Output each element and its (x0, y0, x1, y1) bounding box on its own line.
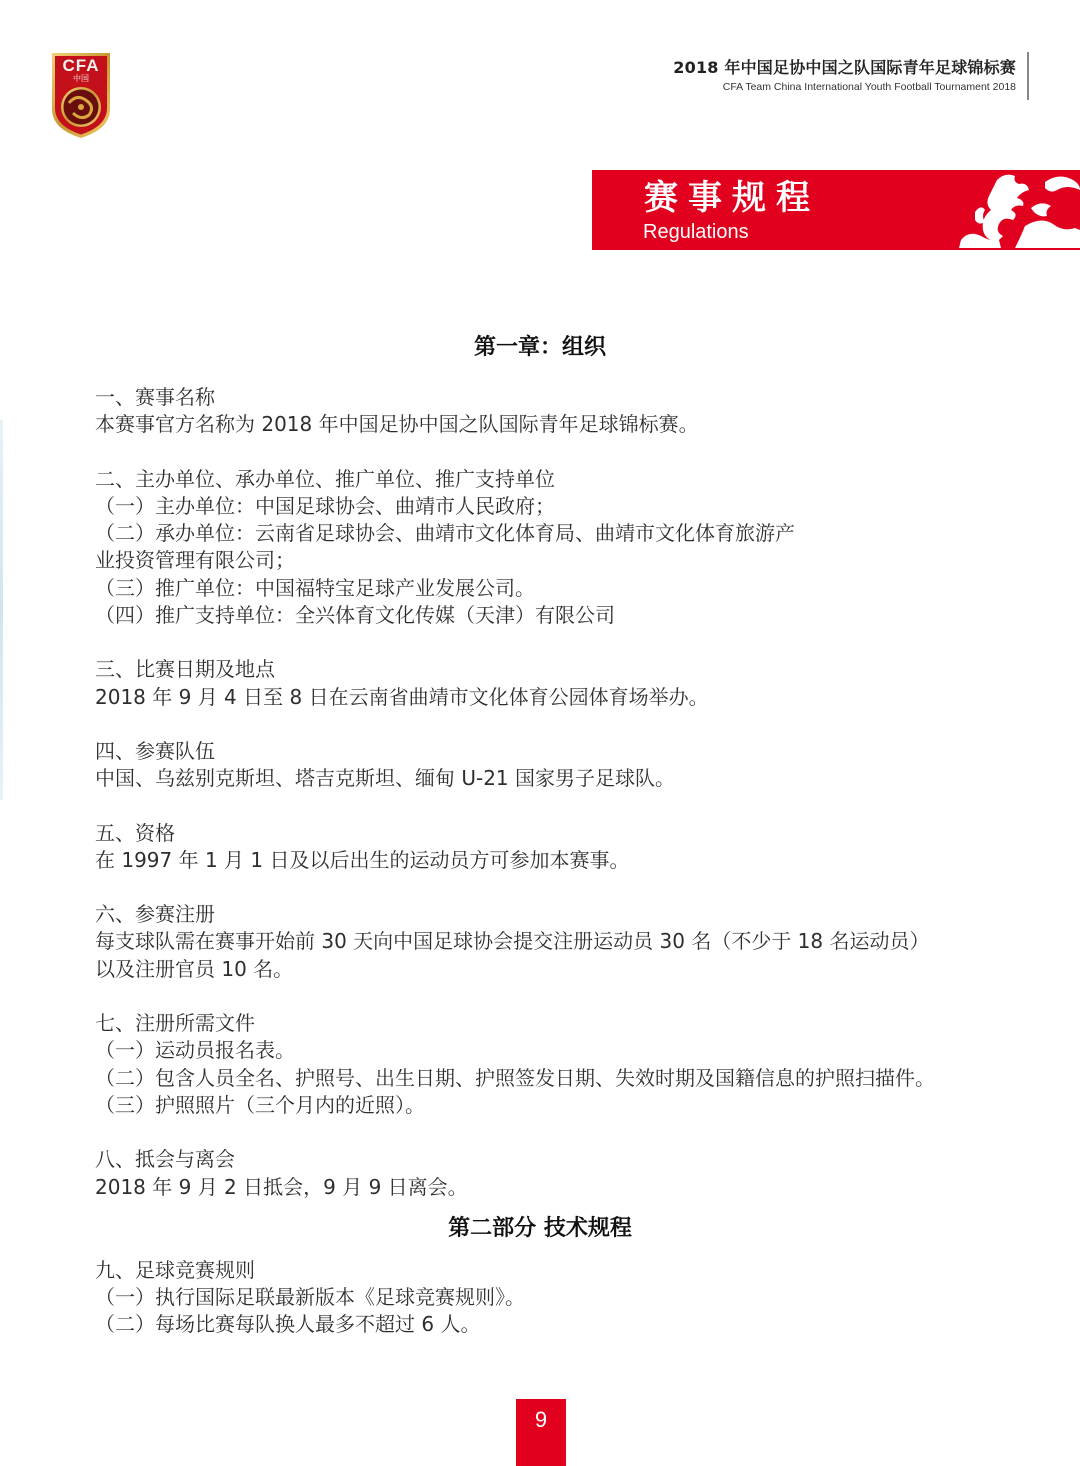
cfa-logo (51, 51, 111, 139)
section-heading: 五、资格 (95, 820, 175, 845)
section-line: （一）主办单位：中国足球协会、曲靖市人民政府； (95, 493, 555, 518)
page-number: 9 (516, 1399, 566, 1466)
logo-text: CFA (62, 56, 100, 75)
page-edge (0, 420, 3, 800)
section-8 (95, 1146, 995, 1201)
section-line: 每支球队需在赛事开始前 30 天向中国足球协会提交注册运动员 30 名（不少于 18 名运动员） (95, 929, 930, 954)
section-4 (95, 738, 995, 793)
section-9 (95, 1257, 995, 1339)
section-heading: 七、注册所需文件 (95, 1011, 255, 1036)
header-title: 2018 年中国足协中国之队国际青年足球锦标赛 (673, 58, 1016, 77)
section-7 (95, 1010, 995, 1119)
section-heading: 九、足球竞赛规则 (95, 1257, 255, 1282)
section-heading: 六、参赛注册 (95, 902, 215, 927)
section-heading: 三、比赛日期及地点 (95, 657, 275, 682)
part-2-title: 第二部分 技术规程 (448, 1215, 632, 1241)
section-line: （四）推广支持单位：全兴体育文化传媒（天津）有限公司 (95, 603, 615, 628)
document-body (95, 330, 995, 1339)
section-line: （二）每场比赛每队换人最多不超过 6 人。 (95, 1312, 481, 1337)
section-line: 2018 年 9 月 4 日至 8 日在云南省曲靖市文化体育公园体育场举办。 (95, 684, 709, 709)
section-line: 2018 年 9 月 2 日抵会，9 月 9 日离会。 (95, 1174, 468, 1199)
chapter-1-title: 第一章：组织 (473, 335, 606, 360)
section-heading: 四、参赛队伍 (95, 738, 215, 763)
section-line: 本赛事官方名称为 2018 年中国足协中国之队国际青年足球锦标赛。 (95, 412, 699, 437)
section-line: 在 1997 年 1 月 1 日及以后出生的运动员方可参加本赛事。 (95, 847, 630, 872)
section-1 (95, 384, 995, 439)
section-heading: 八、抵会与离会 (95, 1147, 235, 1172)
section-6 (95, 901, 995, 983)
section-line: （二）包含人员全名、护照号、出生日期、护照签发日期、失效时期及国籍信息的护照扫描件。 (95, 1065, 935, 1090)
section-line: （三）推广单位：中国福特宝足球产业发展公司。 (95, 575, 535, 600)
section-banner (592, 170, 1080, 250)
header-subtitle: CFA Team China International Youth Football Tournament 2018 (722, 81, 1016, 93)
section-2 (95, 466, 995, 630)
banner-subtitle: Regulations (643, 221, 749, 243)
section-heading: 二、主办单位、承办单位、推广单位、推广支持单位 (95, 466, 555, 491)
section-heading: 一、赛事名称 (95, 385, 215, 409)
section-line: 中国、乌兹别克斯坦、塔吉克斯坦、缅甸 U-21 国家男子足球队。 (95, 766, 676, 791)
logo-subtext: 中国 (73, 74, 89, 83)
section-5 (95, 820, 995, 875)
section-line: （一）运动员报名表。 (95, 1038, 295, 1063)
header-divider (1027, 52, 1029, 100)
banner-title: 赛事规程 (644, 178, 820, 218)
section-line: （三）护照照片（三个月内的近照）。 (95, 1092, 425, 1117)
section-line: （一）执行国际足联最新版本《足球竞赛规则》。 (95, 1285, 525, 1310)
section-line: （二）承办单位：云南省足球协会、曲靖市文化体育局、曲靖市文化体育旅游产 (95, 521, 795, 546)
section-line: 业投资管理有限公司； (95, 548, 295, 573)
section-line: 以及注册官员 10 名。 (95, 956, 294, 981)
section-3 (95, 656, 995, 711)
document-header (673, 58, 1016, 94)
dragon-icon (955, 170, 1080, 250)
